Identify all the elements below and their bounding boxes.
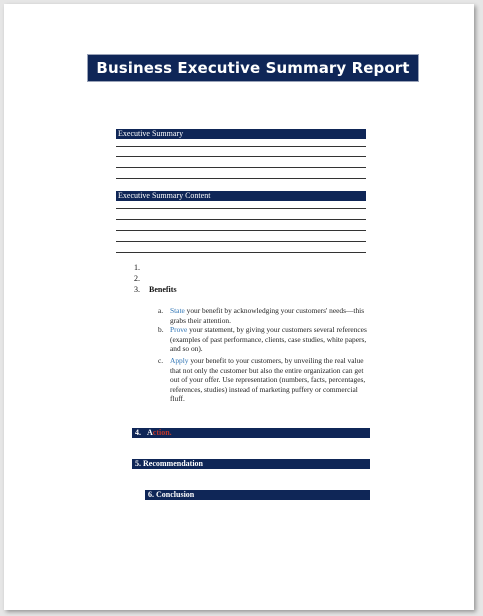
- benefit-letter: c.: [158, 356, 164, 365]
- executive-summary-heading: Executive Summary: [116, 129, 366, 139]
- benefit-item-prove: [158, 325, 370, 354]
- benefit-text: your benefit by acknowledging your customers' needs—this grabs their attention.: [170, 306, 365, 325]
- list-number-1: 1.: [134, 263, 140, 272]
- action-bar: [132, 428, 370, 438]
- benefit-letter: a.: [158, 306, 164, 315]
- benefit-item-state: [158, 306, 370, 325]
- action-number: 4.: [135, 428, 141, 437]
- recommendation-bar: 5. Recommendation: [132, 459, 370, 469]
- blank-line: [116, 252, 366, 253]
- benefit-keyword: Prove: [170, 325, 188, 334]
- blank-line: [116, 230, 366, 231]
- benefit-text: your benefit to your customers, by unveiling the real value that not only the customer but also the entire organization can get out of your offer. Use representation (numbers, facts, percentages, references, studies) instead of marketing puffery or commercial fluff.: [170, 356, 366, 403]
- benefits-heading: Benefits: [149, 285, 177, 294]
- blank-line: [116, 178, 366, 179]
- benefit-keyword: Apply: [170, 356, 189, 365]
- blank-line: [116, 167, 366, 168]
- list-number-2: 2.: [134, 274, 140, 283]
- benefit-letter: b.: [158, 325, 164, 334]
- action-rest: ction.: [152, 428, 172, 437]
- blank-line: [116, 146, 366, 147]
- action-first-letter: A: [147, 428, 153, 437]
- blank-line: [116, 208, 366, 209]
- executive-summary-content-heading: Executive Summary Content: [116, 191, 366, 201]
- list-number-3: 3.: [134, 285, 140, 294]
- benefit-item-apply: [158, 356, 370, 404]
- report-title: Business Executive Summary Report: [87, 54, 419, 82]
- blank-line: [116, 156, 366, 157]
- benefit-text: your statement, by giving your customers several references (examples of past performance, clients, case studies, white papers, and so on).: [170, 325, 367, 353]
- blank-line: [116, 219, 366, 220]
- blank-line: [116, 241, 366, 242]
- benefit-keyword: State: [170, 306, 185, 315]
- conclusion-bar: 6. Conclusion: [145, 490, 370, 500]
